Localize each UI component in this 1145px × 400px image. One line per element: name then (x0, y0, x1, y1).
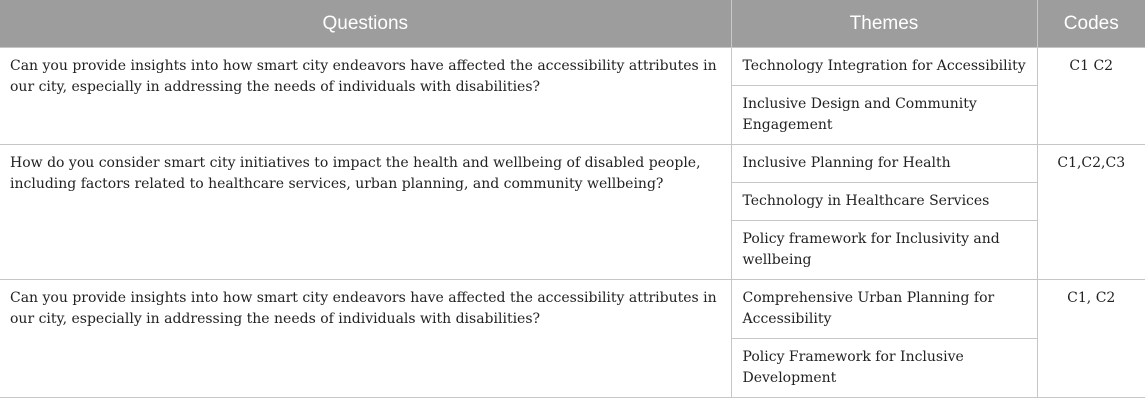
table-row (0, 145, 1145, 183)
theme-cell: Policy Framework for Inclusive Development (731, 339, 1037, 398)
header-row (0, 0, 1145, 48)
codes-cell: C1, C2 (1037, 280, 1145, 398)
header-codes: Codes (1037, 0, 1145, 48)
table-row (0, 280, 1145, 339)
theme-cell: Technology Integration for Accessibility (731, 48, 1037, 86)
theme-cell: Policy framework for Inclusivity and wellbeing (731, 221, 1037, 280)
theme-cell: Inclusive Planning for Health (731, 145, 1037, 183)
theme-cell: Comprehensive Urban Planning for Accessibility (731, 280, 1037, 339)
header-themes: Themes (731, 0, 1037, 48)
codes-cell: C1 C2 (1037, 48, 1145, 145)
header-questions: Questions (0, 0, 731, 48)
codes-cell: C1,C2,C3 (1037, 145, 1145, 280)
question-cell: Can you provide insights into how smart city endeavors have affected the accessibility attributes in our city, especially in addressing the needs of individuals with disabilities? (0, 48, 731, 145)
question-cell: How do you consider smart city initiatives to impact the health and wellbeing of disabled people, including factors related to healthcare services, urban planning, and community wellbeing? (0, 145, 731, 280)
theme-cell: Inclusive Design and Community Engagement (731, 86, 1037, 145)
question-cell: Can you provide insights into how smart city endeavors have affected the accessibility attributes in our city, especially in addressing the needs of individuals with disabilities? (0, 280, 731, 398)
table-row (0, 48, 1145, 86)
theme-cell: Technology in Healthcare Services (731, 183, 1037, 221)
